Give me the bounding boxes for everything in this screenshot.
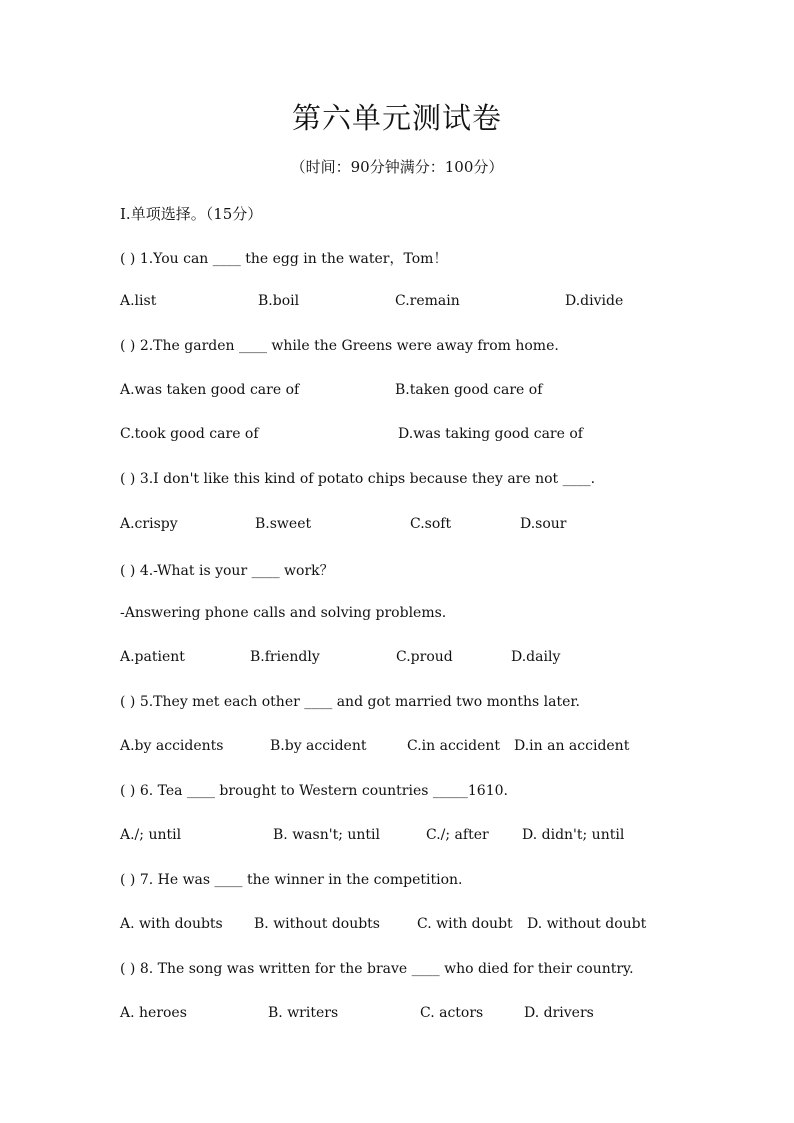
question-stem: ( ) 6. Tea ____ brought to Western countries _____1610. <box>120 783 508 799</box>
question-stem: ( ) 2.The garden ____ while the Greens were away from home. <box>120 338 559 354</box>
question-6 <box>120 783 680 807</box>
option-b: B. without doubts <box>254 916 380 932</box>
question-2-options-row2 <box>120 426 680 450</box>
option-a: A. heroes <box>120 1005 187 1021</box>
option-c: C. actors <box>420 1005 484 1021</box>
option-d: D. without doubt <box>527 916 647 932</box>
question-1 <box>120 248 680 272</box>
option-d: D.was taking good care of <box>398 426 583 442</box>
option-d: D.daily <box>511 649 561 665</box>
question-stem: ( ) 1.You can ____ the egg in the water，Tom！ <box>120 251 448 267</box>
dialogue-answer: -Answering phone calls and solving problems. <box>120 605 447 621</box>
question-6-options <box>120 827 680 851</box>
option-d: D.in an accident <box>514 738 630 754</box>
option-a: A. with doubts <box>120 916 223 932</box>
option-b: B.boil <box>258 293 300 309</box>
question-3 <box>120 471 680 495</box>
option-b: B.taken good care of <box>395 382 543 398</box>
option-c: C.soft <box>410 516 452 532</box>
question-4-dialogue <box>120 605 680 629</box>
question-stem: ( ) 3.I don't like this kind of potato chips because they are not ____. <box>120 471 596 487</box>
question-stem: ( ) 7. He was ____ the winner in the competition. <box>120 872 463 888</box>
question-stem: ( ) 5.They met each other ____ and got married two months later. <box>120 694 580 710</box>
question-5-options <box>120 738 680 762</box>
option-c: C.in accident <box>407 738 501 754</box>
question-stem: ( ) 8. The song was written for the brave ____ who died for their country. <box>120 961 634 977</box>
question-4-options <box>120 649 680 673</box>
option-a: A.list <box>120 293 157 309</box>
option-d: D.divide <box>565 293 624 309</box>
option-c: C.proud <box>396 649 453 665</box>
question-1-options <box>120 293 680 317</box>
option-c: C.took good care of <box>120 426 259 442</box>
page-subtitle: （时间：90分钟满分：100分） <box>290 158 504 176</box>
question-4 <box>120 560 680 584</box>
section-heading: I.单项选择。（15分） <box>120 205 263 223</box>
question-8 <box>120 961 680 985</box>
question-7 <box>120 872 680 896</box>
option-d: D.sour <box>520 516 567 532</box>
question-2 <box>120 338 680 362</box>
option-d: D. drivers <box>524 1005 594 1021</box>
question-3-options <box>120 516 680 540</box>
option-a: A./; until <box>120 827 182 843</box>
page-title: 第六单元测试卷 <box>291 101 502 135</box>
option-b: B.sweet <box>255 516 312 532</box>
question-8-options <box>120 1005 680 1029</box>
option-d: D. didn't; until <box>522 827 625 843</box>
option-b: B. wasn't; until <box>273 827 380 843</box>
option-c: C. with doubt <box>417 916 513 932</box>
option-a: A.patient <box>120 649 185 665</box>
option-a: A.was taken good care of <box>120 382 300 398</box>
question-stem: ( ) 4.-What is your ____ work？ <box>120 563 334 579</box>
option-b: B. writers <box>268 1005 339 1021</box>
option-c: C.remain <box>395 293 460 309</box>
option-c: C./; after <box>426 827 489 843</box>
option-b: B.friendly <box>250 649 320 665</box>
question-2-options-row1 <box>120 382 680 406</box>
option-a: A.crispy <box>120 516 178 532</box>
question-7-options <box>120 916 680 940</box>
option-b: B.by accident <box>270 738 367 754</box>
question-5 <box>120 694 680 718</box>
option-a: A.by accidents <box>120 738 224 754</box>
